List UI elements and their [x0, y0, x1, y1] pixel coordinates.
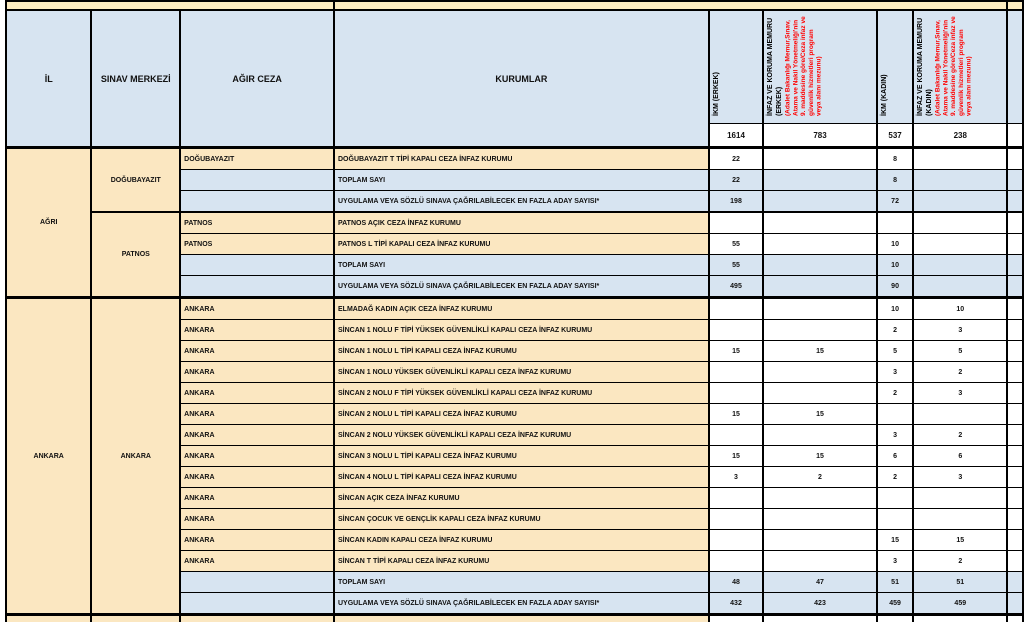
value-cell: 2 [877, 383, 914, 404]
value-cell [877, 615, 914, 622]
value-cell [913, 488, 1007, 509]
value-cell [763, 488, 876, 509]
header-sinav-merkezi: SINAV MERKEZİ [91, 10, 180, 148]
value-cell [913, 148, 1007, 170]
value-cell [709, 530, 764, 551]
agir-ceza-cell: PATNOS [180, 234, 334, 255]
value-cell: 495 [709, 276, 764, 298]
clipped-column-cell [1007, 170, 1023, 191]
clipped-column-cell [1007, 404, 1023, 425]
value-cell [763, 425, 876, 446]
clipped-column-cell [1007, 488, 1023, 509]
value-cell: 15 [913, 530, 1007, 551]
header-il: İL [6, 10, 91, 148]
clipped-column-cell [1007, 362, 1023, 383]
value-cell [763, 320, 876, 341]
red-regulation-note: (Adalet Bakanlığı Memur,Sınav, Atama ve Nakil Yönetmeliği'nin 9. maddesine göre/Ceza infaz ve güvenlik hizmetleri program veya alanı mezunu) [784, 16, 823, 116]
agir-ceza-cell: ANKARA [180, 404, 334, 425]
header-ikm-kadin [877, 10, 914, 124]
clipped-column-cell [1007, 551, 1023, 572]
agir-ceza-cell [180, 615, 334, 622]
value-cell [709, 298, 764, 320]
value-cell: 459 [913, 593, 1007, 615]
value-cell: 3 [913, 467, 1007, 488]
il-cell: AĞRI [6, 148, 91, 298]
value-cell [913, 615, 1007, 622]
institution-cell: SİNCAN 4 NOLU L TİPİ KAPALI CEZA İNFAZ KURUMU [334, 467, 709, 488]
value-cell: 423 [763, 593, 876, 615]
value-cell: 22 [709, 148, 764, 170]
value-cell [913, 255, 1007, 276]
value-cell: 10 [877, 255, 914, 276]
exam-center-cell [91, 615, 180, 622]
top-strip-cell [334, 1, 1007, 10]
agir-ceza-empty-cell [180, 170, 334, 191]
header-kurumlar: KURUMLAR [334, 10, 709, 148]
value-cell [877, 404, 914, 425]
value-cell: 8 [877, 148, 914, 170]
institution-cell: ELMADAĞ KADIN AÇIK CEZA İNFAZ KURUMU [334, 298, 709, 320]
value-cell: 55 [709, 255, 764, 276]
clipped-column-cell [1007, 341, 1023, 362]
value-cell: 10 [877, 234, 914, 255]
institution-cell: SİNCAN T TİPİ KAPALI CEZA İNFAZ KURUMU [334, 551, 709, 572]
value-cell [763, 362, 876, 383]
agir-ceza-cell: ANKARA [180, 320, 334, 341]
value-cell [877, 488, 914, 509]
agir-ceza-cell: ANKARA [180, 383, 334, 404]
clipped-column-cell [1007, 593, 1023, 615]
agir-ceza-empty-cell [180, 572, 334, 593]
institution-cell: SİNCAN 1 NOLU F TİPİ YÜKSEK GÜVENLİKLİ KAPALI CEZA İNFAZ KURUMU [334, 320, 709, 341]
value-cell: 15 [877, 530, 914, 551]
grand-total-clipped-cell [1007, 124, 1023, 148]
value-cell [763, 509, 876, 530]
clipped-column-cell [1007, 446, 1023, 467]
value-cell: 3 [709, 467, 764, 488]
agir-ceza-cell: ANKARA [180, 551, 334, 572]
clipped-column-cell [1007, 425, 1023, 446]
value-cell [763, 234, 876, 255]
institution-cell: SİNCAN 2 NOLU YÜKSEK GÜVENLİKLİ KAPALI CEZA İNFAZ KURUMU [334, 425, 709, 446]
value-cell [763, 530, 876, 551]
value-cell: 10 [877, 298, 914, 320]
value-cell: 2 [877, 467, 914, 488]
value-cell: 48 [709, 572, 764, 593]
il-cell: ANKARA [6, 298, 91, 615]
header-row [6, 10, 1023, 124]
clipped-column-cell [1007, 148, 1023, 170]
summary-label-cell: TOPLAM SAYI [334, 572, 709, 593]
value-cell [709, 509, 764, 530]
clipped-column-cell [1007, 615, 1023, 622]
grand-total-infaz-erkek: 783 [763, 124, 876, 148]
summary-label-cell: TOPLAM SAYI [334, 170, 709, 191]
agir-ceza-cell: ANKARA [180, 425, 334, 446]
value-cell: 90 [877, 276, 914, 298]
institution-cell: PATNOS L TİPİ KAPALI CEZA İNFAZ KURUMU [334, 234, 709, 255]
grand-total-infaz-kadin: 238 [913, 124, 1007, 148]
top-strip-cell [1007, 1, 1023, 10]
value-cell: 432 [709, 593, 764, 615]
institution-cell: SİNCAN 1 NOLU YÜKSEK GÜVENLİKLİ KAPALI CEZA İNFAZ KURUMU [334, 362, 709, 383]
value-cell: 15 [763, 404, 876, 425]
value-cell [763, 191, 876, 213]
next-section-partial-row [6, 615, 1023, 622]
value-cell [877, 212, 914, 234]
top-strip-cell [6, 1, 334, 10]
agir-ceza-cell: ANKARA [180, 446, 334, 467]
institution-row [6, 212, 1023, 234]
agir-ceza-cell: ANKARA [180, 298, 334, 320]
ikm-erkek-label: İKM (ERKEK) [712, 72, 720, 116]
value-cell [763, 615, 876, 622]
value-cell [763, 148, 876, 170]
value-cell: 2 [913, 425, 1007, 446]
value-cell: 2 [913, 551, 1007, 572]
vertical-header-text [767, 14, 823, 116]
institution-cell: SİNCAN ÇOCUK VE GENÇLİK KAPALI CEZA İNFAZ KURUMU [334, 509, 709, 530]
institution-cell: SİNCAN KADIN KAPALI CEZA İNFAZ KURUMU [334, 530, 709, 551]
value-cell: 3 [913, 320, 1007, 341]
clipped-column-cell [1007, 255, 1023, 276]
clipped-column-cell [1007, 467, 1023, 488]
clipped-column-cell [1007, 191, 1023, 213]
value-cell: 3 [877, 551, 914, 572]
value-cell: 10 [913, 298, 1007, 320]
institution-cell: SİNCAN 1 NOLU L TİPİ KAPALI CEZA İNFAZ KURUMU [334, 341, 709, 362]
clipped-column-cell [1007, 320, 1023, 341]
value-cell: 51 [877, 572, 914, 593]
agir-ceza-cell: DOĞUBAYAZIT [180, 148, 334, 170]
summary-label-cell: UYGULAMA VEYA SÖZLÜ SINAVA ÇAĞRILABİLECEK EN FAZLA ADAY SAYISI* [334, 593, 709, 615]
value-cell: 15 [709, 341, 764, 362]
value-cell: 6 [877, 446, 914, 467]
agir-ceza-empty-cell [180, 255, 334, 276]
value-cell [877, 509, 914, 530]
value-cell: 459 [877, 593, 914, 615]
value-cell [913, 191, 1007, 213]
clipped-column-cell [1007, 572, 1023, 593]
vertical-header-text [917, 14, 973, 116]
clipped-column-cell [1007, 509, 1023, 530]
red-regulation-note: (Adalet Bakanlığı Memur,Sınav, Atama ve Nakil Yönetmeliği'nin 9. maddesine göre/Ceza infaz ve güvenlik hizmetleri program veya alanı mezunu) [934, 16, 974, 116]
clipped-column-cell [1007, 383, 1023, 404]
value-cell [913, 276, 1007, 298]
value-cell: 15 [709, 404, 764, 425]
value-cell [709, 425, 764, 446]
institution-cell: SİNCAN 3 NOLU L TİPİ KAPALI CEZA İNFAZ KURUMU [334, 446, 709, 467]
value-cell [763, 212, 876, 234]
value-cell [763, 255, 876, 276]
value-cell: 5 [913, 341, 1007, 362]
summary-label-cell: UYGULAMA VEYA SÖZLÜ SINAVA ÇAĞRILABİLECEK EN FAZLA ADAY SAYISI* [334, 276, 709, 298]
vertical-header-text [713, 14, 722, 116]
exam-center-cell: ANKARA [91, 298, 180, 615]
summary-label-cell: UYGULAMA VEYA SÖZLÜ SINAVA ÇAĞRILABİLECEK EN FAZLA ADAY SAYISI* [334, 191, 709, 213]
header-infaz-erkek [763, 10, 876, 124]
agir-ceza-cell: ANKARA [180, 509, 334, 530]
value-cell [709, 383, 764, 404]
value-cell: 6 [913, 446, 1007, 467]
value-cell [709, 615, 764, 622]
clipped-column-cell [1007, 234, 1023, 255]
value-cell: 3 [913, 383, 1007, 404]
value-cell: 3 [877, 362, 914, 383]
value-cell: 5 [877, 341, 914, 362]
institution-cell: SİNCAN AÇIK CEZA İNFAZ KURUMU [334, 488, 709, 509]
value-cell: 198 [709, 191, 764, 213]
agir-ceza-empty-cell [180, 593, 334, 615]
value-cell [913, 404, 1007, 425]
value-cell: 15 [763, 341, 876, 362]
value-cell: 2 [877, 320, 914, 341]
value-cell: 72 [877, 191, 914, 213]
value-cell: 2 [763, 467, 876, 488]
value-cell [763, 298, 876, 320]
institution-row [6, 148, 1023, 170]
value-cell [709, 488, 764, 509]
clipped-column-cell [1007, 276, 1023, 298]
institution-cell [334, 615, 709, 622]
header-agir-ceza: AĞIR CEZA [180, 10, 334, 148]
value-cell: 47 [763, 572, 876, 593]
value-cell: 22 [709, 170, 764, 191]
grand-total-ikm-kadin: 537 [877, 124, 914, 148]
header-clipped-column [1007, 10, 1023, 124]
agir-ceza-cell: ANKARA [180, 530, 334, 551]
quota-table [5, 0, 1024, 622]
value-cell [709, 362, 764, 383]
value-cell [763, 383, 876, 404]
institution-row [6, 298, 1023, 320]
agir-ceza-cell: ANKARA [180, 362, 334, 383]
value-cell [709, 551, 764, 572]
clipped-column-cell [1007, 212, 1023, 234]
value-cell [763, 170, 876, 191]
value-cell: 15 [709, 446, 764, 467]
institution-cell: SİNCAN 2 NOLU L TİPİ KAPALI CEZA İNFAZ KURUMU [334, 404, 709, 425]
agir-ceza-empty-cell [180, 191, 334, 213]
value-cell [913, 234, 1007, 255]
agir-ceza-empty-cell [180, 276, 334, 298]
ikm-kadin-label: İKM (KADIN) [880, 74, 888, 116]
value-cell [913, 509, 1007, 530]
clipped-column-cell [1007, 530, 1023, 551]
value-cell [709, 320, 764, 341]
value-cell [913, 212, 1007, 234]
agir-ceza-cell: ANKARA [180, 467, 334, 488]
value-cell: 51 [913, 572, 1007, 593]
institution-cell: PATNOS AÇIK CEZA İNFAZ KURUMU [334, 212, 709, 234]
value-cell: 2 [913, 362, 1007, 383]
value-cell [913, 170, 1007, 191]
exam-center-cell: DOĞUBAYAZIT [91, 148, 180, 213]
value-cell: 8 [877, 170, 914, 191]
value-cell: 15 [763, 446, 876, 467]
grand-total-ikm-erkek: 1614 [709, 124, 764, 148]
header-infaz-kadin [913, 10, 1007, 124]
value-cell [763, 276, 876, 298]
summary-label-cell: TOPLAM SAYI [334, 255, 709, 276]
institution-cell: SİNCAN 2 NOLU F TİPİ YÜKSEK GÜVENLİKLİ KAPALI CEZA İNFAZ KURUMU [334, 383, 709, 404]
vertical-header-text [881, 14, 890, 116]
agir-ceza-cell: PATNOS [180, 212, 334, 234]
value-cell: 55 [709, 234, 764, 255]
agir-ceza-cell: ANKARA [180, 341, 334, 362]
top-strip-row [6, 1, 1023, 10]
agir-ceza-cell: ANKARA [180, 488, 334, 509]
infaz-kadin-label: İNFAZ VE KORUMA MEMURU (KADIN) [917, 17, 934, 116]
exam-center-cell: PATNOS [91, 212, 180, 298]
clipped-column-cell [1007, 298, 1023, 320]
value-cell: 3 [877, 425, 914, 446]
institution-cell: DOĞUBAYAZIT T TİPİ KAPALI CEZA İNFAZ KURUMU [334, 148, 709, 170]
header-ikm-erkek [709, 10, 764, 124]
infaz-erkek-label: İNFAZ VE KORUMA MEMURU (ERKEK) [767, 17, 784, 116]
value-cell [763, 551, 876, 572]
il-cell [6, 615, 91, 622]
value-cell [709, 212, 764, 234]
